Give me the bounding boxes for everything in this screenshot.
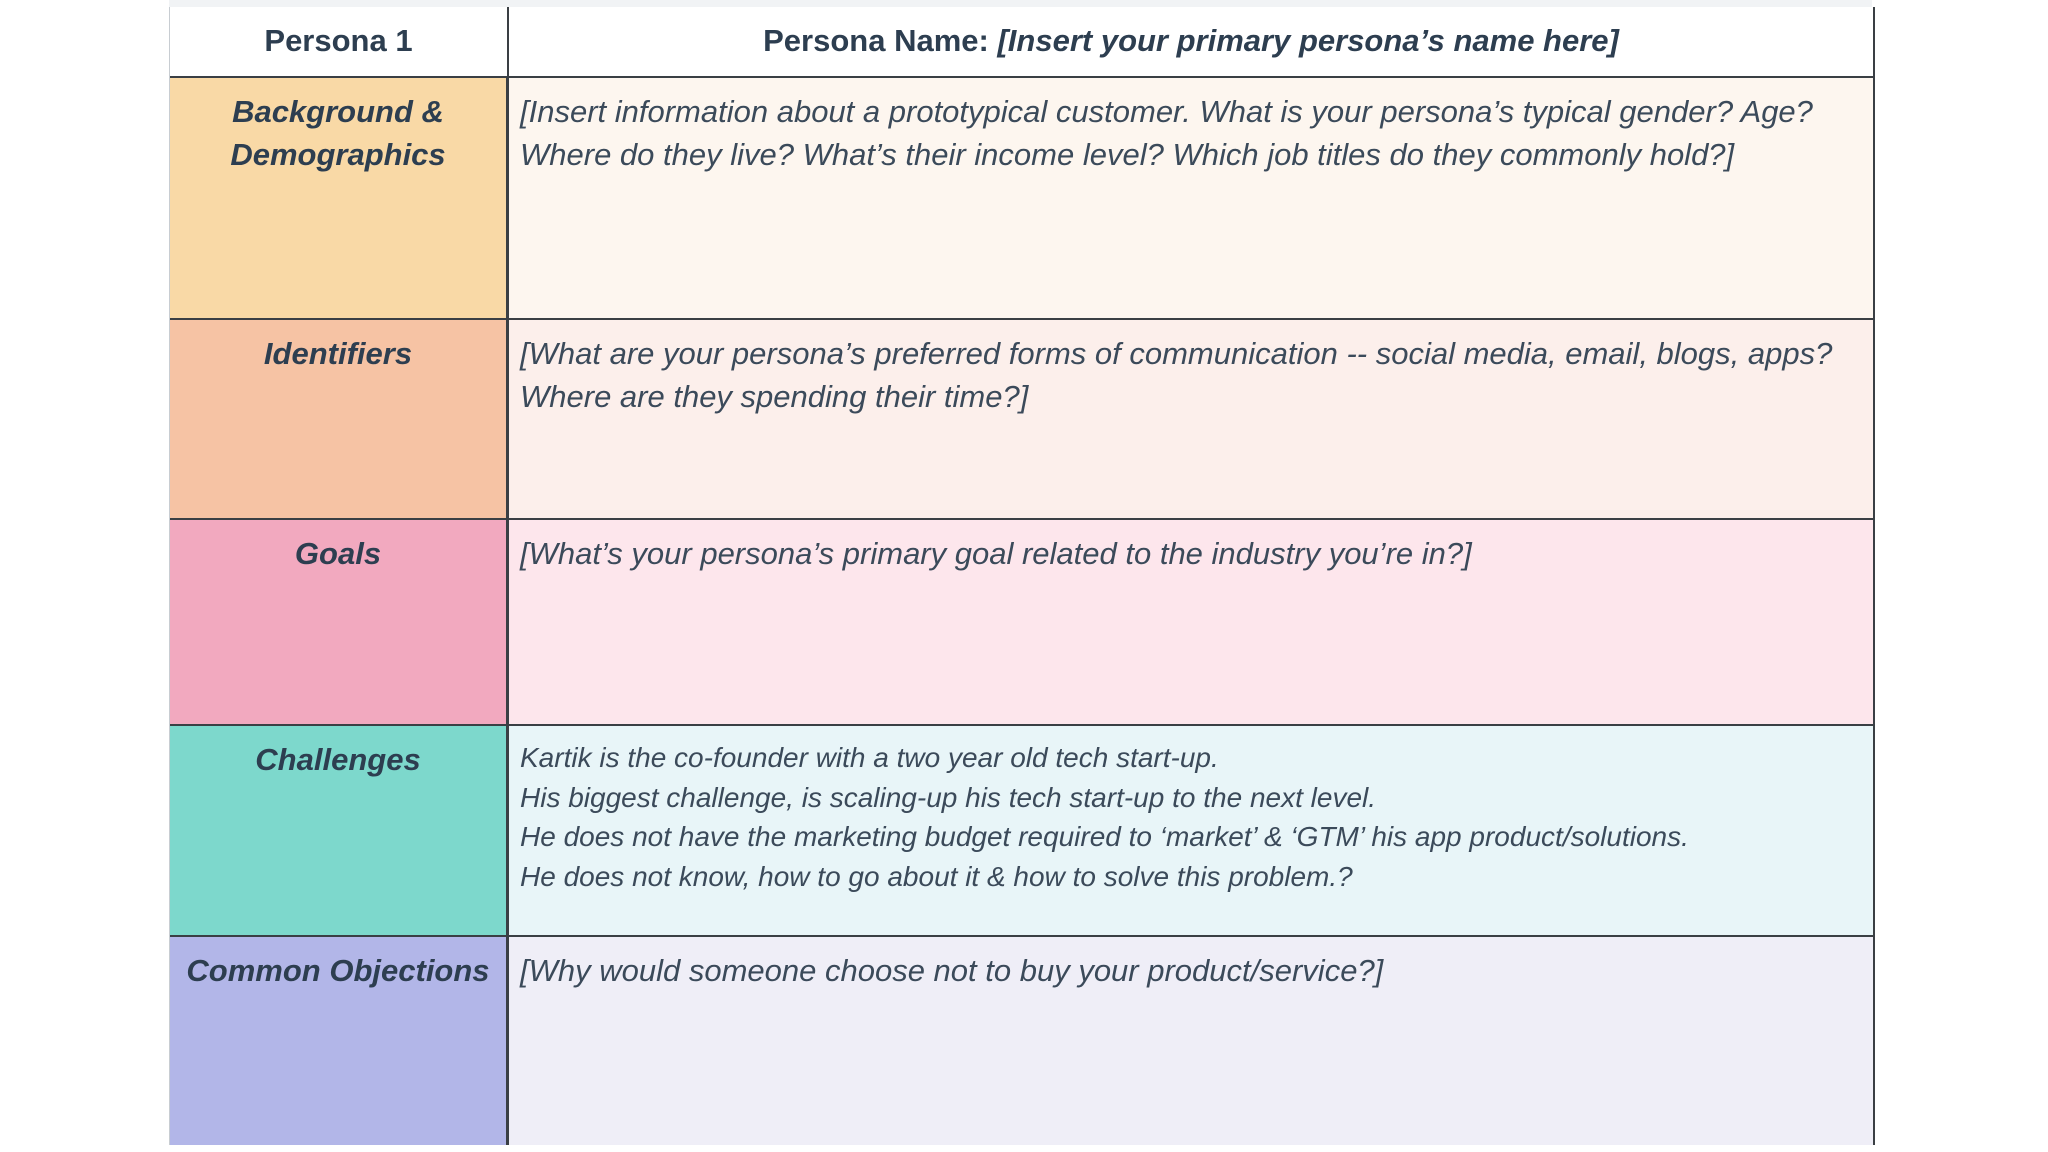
goals-text: [What’s your persona’s primary goal related to the industry you’re in?] xyxy=(520,536,1472,571)
row-content-common-objections[interactable] xyxy=(509,937,1873,1145)
background-demographics-label: Background & Demographics xyxy=(230,94,446,172)
persona-name-prefix: Persona Name: xyxy=(763,23,989,58)
row-content-background-demographics[interactable] xyxy=(509,78,1873,320)
row-content-goals[interactable] xyxy=(509,520,1873,726)
challenges-line: Kartik is the co-founder with a two year old tech start-up. xyxy=(520,742,1219,773)
row-content-identifiers[interactable] xyxy=(509,320,1873,520)
background-demographics-text: [Insert information about a prototypical customer. What is your persona’s typical gender? Age? Where do they live? What’s their income level? Which job titles do they commonly hold?] xyxy=(520,94,1813,172)
top-strip xyxy=(169,0,1872,7)
row-label-background-demographics xyxy=(170,78,509,320)
persona-name-header xyxy=(509,7,1873,78)
row-label-identifiers xyxy=(170,320,509,520)
challenges-line: He does not have the marketing budget required to ‘market’ & ‘GTM’ his app product/solutions. xyxy=(520,821,1689,852)
common-objections-text: [Why would someone choose not to buy your product/service?] xyxy=(520,953,1384,988)
identifiers-label: Identifiers xyxy=(263,336,413,371)
goals-label: Goals xyxy=(294,536,382,571)
persona-table xyxy=(169,7,1875,1145)
identifiers-text: [What are your persona’s preferred forms of communication -- social media, email, blogs, apps? Where are they spending their time?] xyxy=(520,336,1833,414)
persona-number-label: Persona 1 xyxy=(264,23,413,58)
row-content-challenges[interactable] xyxy=(509,726,1873,937)
challenges-line: His biggest challenge, is scaling-up his tech start-up to the next level. xyxy=(520,781,1377,813)
persona-name-value[interactable]: [Insert your primary persona’s name here] xyxy=(997,23,1619,58)
common-objections-label: Common Objections xyxy=(186,953,490,988)
challenges-label: Challenges xyxy=(255,742,421,777)
challenges-line: He does not know, how to go about it & how to solve this problem.? xyxy=(520,860,1353,892)
row-label-goals xyxy=(170,520,509,726)
persona-number-header xyxy=(170,7,509,78)
row-label-challenges xyxy=(170,726,509,937)
row-label-common-objections xyxy=(170,937,509,1145)
